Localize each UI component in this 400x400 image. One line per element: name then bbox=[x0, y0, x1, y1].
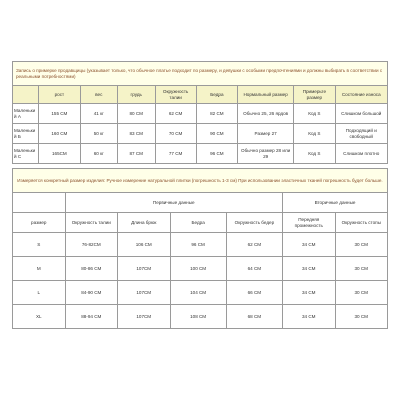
table-cell: 41 кг bbox=[80, 104, 118, 124]
table-cell: 88-94 СМ bbox=[65, 305, 118, 329]
table-cell: 160 СМ bbox=[39, 124, 80, 144]
fitting-record-table bbox=[12, 61, 388, 164]
empty-cell bbox=[13, 193, 66, 213]
table-cell: 104 СМ bbox=[170, 281, 226, 305]
table-cell: 96 СМ bbox=[170, 233, 226, 257]
group-secondary: Вторичные данные bbox=[283, 193, 388, 213]
header-cell: Бедра bbox=[196, 86, 237, 104]
table-cell: Код S bbox=[294, 144, 335, 164]
table-cell: 82 СМ bbox=[196, 104, 237, 124]
header-cell: размер bbox=[13, 213, 66, 233]
table-cell: 64 СМ bbox=[226, 257, 282, 281]
table-row bbox=[13, 257, 388, 281]
table-row bbox=[13, 144, 388, 164]
table-cell: 62 СМ bbox=[226, 233, 282, 257]
table-cell: 34 СМ bbox=[283, 281, 336, 305]
size-cell: M bbox=[13, 257, 66, 281]
size-chart bbox=[12, 61, 388, 336]
table-cell: 100 СМ bbox=[170, 257, 226, 281]
table-cell: 30 СМ bbox=[335, 281, 388, 305]
header-cell: вес bbox=[80, 86, 118, 104]
table-cell: Слишком большой bbox=[335, 104, 388, 124]
table-cell: Размер 27 bbox=[238, 124, 294, 144]
row-label: Маленький С bbox=[13, 144, 39, 164]
table-cell: 96 СМ bbox=[196, 144, 237, 164]
table-cell: 155 СМ bbox=[39, 104, 80, 124]
row-label: Маленький А bbox=[13, 104, 39, 124]
group-header-row bbox=[13, 193, 388, 213]
table-cell: 34 СМ bbox=[283, 233, 336, 257]
table-row bbox=[13, 281, 388, 305]
size-cell: S bbox=[13, 233, 66, 257]
table-cell: 76-82СМ bbox=[65, 233, 118, 257]
group-primary: Первичные данные bbox=[65, 193, 283, 213]
table-cell: 30 СМ bbox=[335, 257, 388, 281]
table-cell: 77 СМ bbox=[155, 144, 196, 164]
header-cell: Примерьте размер bbox=[294, 86, 335, 104]
table-cell: 30 СМ bbox=[335, 233, 388, 257]
table-cell: Подходящий и свободный bbox=[335, 124, 388, 144]
table-row bbox=[13, 124, 388, 144]
table-cell: 108 СМ bbox=[170, 305, 226, 329]
measurement-note: Измеряется конкретный размер изделия: Ручное измерение натуральной плитки (погрешность 1-3 см) При использовании эластичных тканей погрешность будет больше. bbox=[13, 169, 388, 193]
table-cell: Обычно 25, 26 ярдов bbox=[238, 104, 294, 124]
table-cell: 106 СМ bbox=[118, 233, 171, 257]
size-cell: XL bbox=[13, 305, 66, 329]
table-cell: 34 СМ bbox=[283, 257, 336, 281]
header-cell: Состояние износа bbox=[335, 86, 388, 104]
header-cell: Длина брюк bbox=[118, 213, 171, 233]
size-cell: L bbox=[13, 281, 66, 305]
table-cell: 107СМ bbox=[118, 305, 171, 329]
table-cell: 84-90 СМ bbox=[65, 281, 118, 305]
table-cell: 60 кг bbox=[80, 144, 118, 164]
table-cell: 34 СМ bbox=[283, 305, 336, 329]
table-cell: 107СМ bbox=[118, 281, 171, 305]
size-header-row bbox=[13, 213, 388, 233]
table-cell: 90 СМ bbox=[196, 124, 237, 144]
header-cell bbox=[13, 86, 39, 104]
table-cell: 66 СМ bbox=[226, 281, 282, 305]
fitting-note: Запись о примерке продавщицы (указывает только, что обычное платье подходит по размеру, и девушки с особыми предпочтениями и должны выбирать в соответствии с реальными потребностями) bbox=[13, 62, 388, 86]
table-cell: 80-86 СМ bbox=[65, 257, 118, 281]
header-cell: рост bbox=[39, 86, 80, 104]
table-cell: 50 кг bbox=[80, 124, 118, 144]
table-row bbox=[13, 233, 388, 257]
header-cell: Передняя промежность bbox=[283, 213, 336, 233]
fitting-header-row bbox=[13, 86, 388, 104]
header-cell: Окружность стопы bbox=[335, 213, 388, 233]
table-row bbox=[13, 104, 388, 124]
table-cell: Код S bbox=[294, 104, 335, 124]
header-cell: Окружность талии bbox=[65, 213, 118, 233]
table-cell: 62 СМ bbox=[155, 104, 196, 124]
table-cell: Код S bbox=[294, 124, 335, 144]
header-cell: Окружность талии bbox=[155, 86, 196, 104]
row-label: Маленький Б bbox=[13, 124, 39, 144]
table-cell: 87 СМ bbox=[118, 144, 156, 164]
table-cell: 80 СМ bbox=[118, 104, 156, 124]
table-cell: 83 СМ bbox=[118, 124, 156, 144]
table-cell: Слишком плотно bbox=[335, 144, 388, 164]
table-cell: 68 СМ bbox=[226, 305, 282, 329]
table-row bbox=[13, 305, 388, 329]
header-cell: грудь bbox=[118, 86, 156, 104]
header-cell: Нормальный размер bbox=[238, 86, 294, 104]
header-cell: Бедра bbox=[170, 213, 226, 233]
table-cell: 107СМ bbox=[118, 257, 171, 281]
table-cell: 30 СМ bbox=[335, 305, 388, 329]
table-cell: Обычно размер 28 или 29 bbox=[238, 144, 294, 164]
header-cell: Окружность бедер bbox=[226, 213, 282, 233]
table-cell: 165СМ bbox=[39, 144, 80, 164]
product-size-table bbox=[12, 168, 388, 329]
table-cell: 70 СМ bbox=[155, 124, 196, 144]
